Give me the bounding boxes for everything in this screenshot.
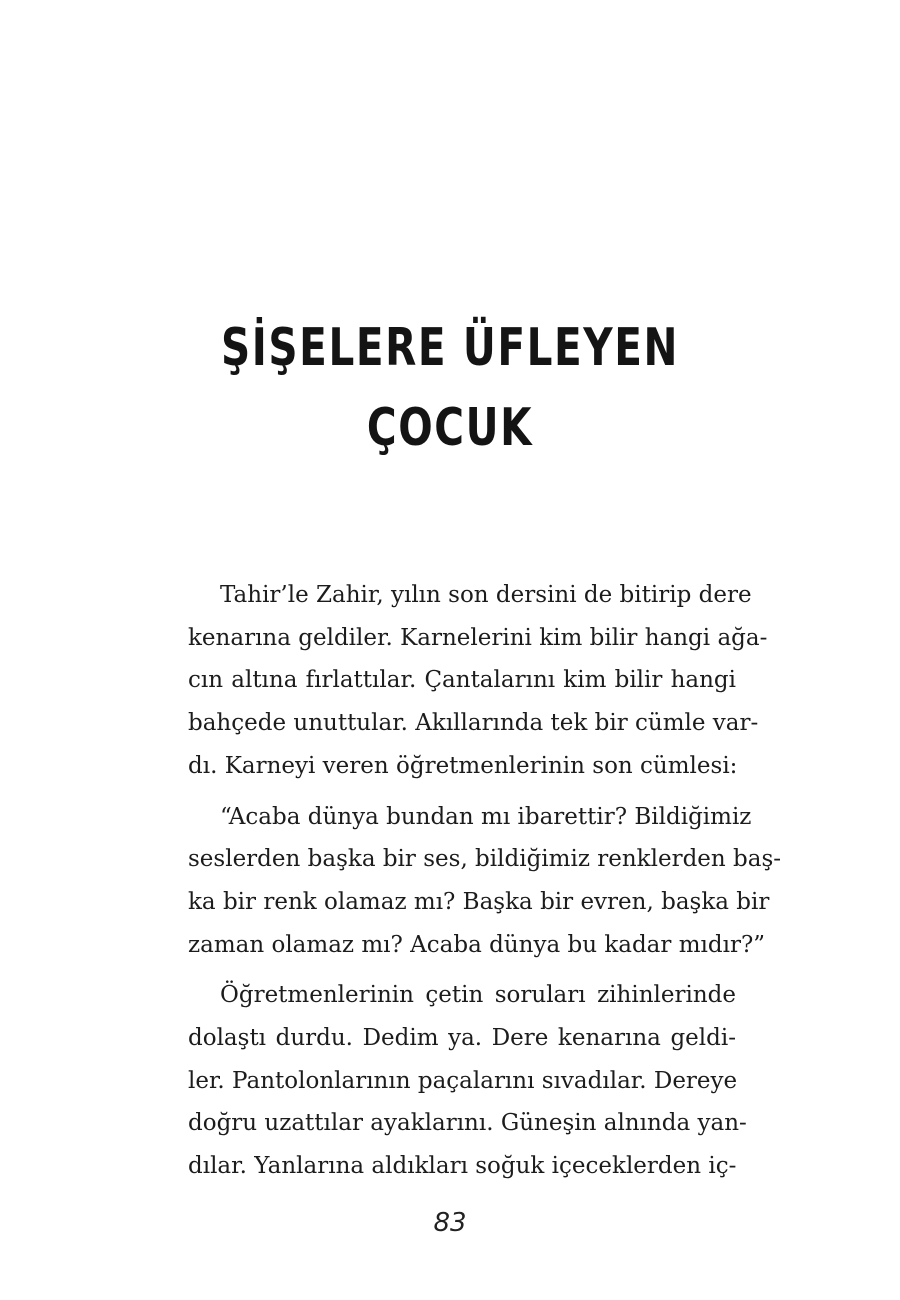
paragraph-line: kenarına geldiler. Karnelerini kim bilir hangi ağa- (188, 624, 768, 651)
paragraph-gap (188, 788, 736, 796)
paragraph-3 (188, 974, 747, 1188)
paragraph-line: doğru uzattılar ayaklarını. Güneşin alnında yan- (188, 1110, 747, 1137)
paragraph-line: seslerden başka bir ses, bildiğimiz renklerden baş- (188, 846, 782, 873)
chapter-title-line-1: ŞİŞELERE ÜFLEYEN (220, 318, 680, 378)
paragraph-line: bahçede unuttular. Akıllarında tek bir cümle var- (188, 710, 759, 737)
body-text (188, 574, 782, 1188)
paragraph-line: Tahir’le Zahir, yılın son dersini de bitirip dere (220, 582, 752, 608)
chapter-title-line-2: ÇOCUK (366, 398, 534, 458)
paragraph-1 (188, 574, 768, 788)
paragraph-line: zaman olamaz mı? Acaba dünya bu kadar mıdır?” (188, 931, 766, 958)
paragraph-line: ler. Pantolonlarının paçalarını sıvadılar. Dereye (188, 1067, 738, 1094)
paragraph-line: dı. Karneyi veren öğretmenlerinin son cümlesi: (188, 752, 738, 779)
chapter-title (99, 308, 801, 468)
paragraph-line: dolaştı durdu. Dedim ya. Dere kenarına geldi- (188, 1025, 736, 1052)
paragraph-line: ka bir renk olamaz mı? Başka bir evren, başka bir (188, 888, 770, 915)
paragraph-gap (188, 966, 736, 974)
paragraph-line: “Acaba dünya bundan mı ibarettir? Bildiğimiz (220, 803, 752, 830)
paragraph-line: dılar. Yanlarına aldıkları soğuk içeceklerden iç- (188, 1153, 737, 1180)
paragraph-line: Öğretmenlerinin çetin soruları zihinlerinde (220, 982, 736, 1009)
paragraph-line: cın altına fırlattılar. Çantalarını kim bilir hangi (188, 667, 736, 694)
paragraph-2 (188, 796, 782, 967)
page-number: 83 (433, 1208, 467, 1238)
